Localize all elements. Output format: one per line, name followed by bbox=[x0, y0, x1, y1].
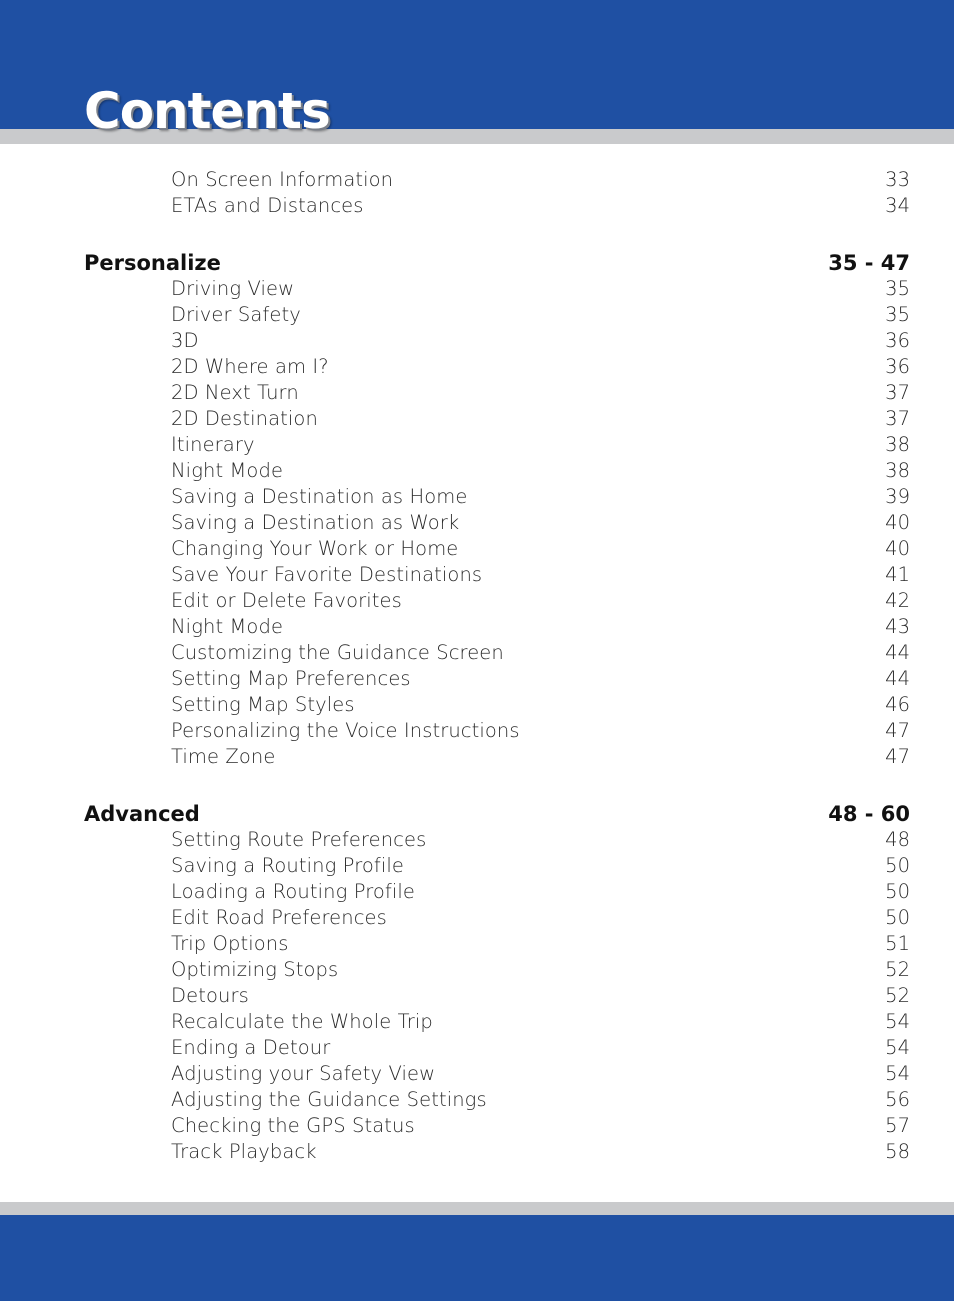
toc-entry-page: 39 bbox=[885, 485, 910, 508]
toc-entry[interactable] bbox=[0, 1035, 954, 1061]
toc-entry[interactable] bbox=[0, 1113, 954, 1139]
section-spacer bbox=[0, 219, 954, 250]
toc-entry-page: 38 bbox=[885, 433, 910, 456]
toc-entry-page: 56 bbox=[885, 1088, 910, 1111]
toc-entry-label: Changing Your Work or Home bbox=[171, 537, 459, 560]
toc-entry-label: Driving View bbox=[171, 277, 295, 300]
section-title: Advanced bbox=[84, 802, 200, 826]
toc-entry-label: Customizing the Guidance Screen bbox=[171, 641, 504, 664]
toc-entry-label: ETAs and Distances bbox=[171, 194, 364, 217]
toc-entry[interactable] bbox=[0, 354, 954, 380]
toc-entry-label: Personalizing the Voice Instructions bbox=[171, 719, 520, 742]
toc-entry[interactable] bbox=[0, 276, 954, 302]
toc-entry-page: 38 bbox=[885, 459, 910, 482]
toc-entry-page: 50 bbox=[885, 854, 910, 877]
toc-entry-page: 48 bbox=[885, 828, 910, 851]
toc-entry-label: Track Playback bbox=[171, 1140, 317, 1163]
toc-entry-label: Saving a Destination as Work bbox=[171, 511, 460, 534]
toc-entry[interactable] bbox=[0, 562, 954, 588]
toc-entry-page: 51 bbox=[885, 932, 910, 955]
toc-entry[interactable] bbox=[0, 931, 954, 957]
table-of-contents bbox=[0, 167, 954, 1165]
footer-stripe bbox=[0, 1202, 954, 1215]
toc-entry-page: 40 bbox=[885, 537, 910, 560]
toc-entry-label: Optimizing Stops bbox=[171, 958, 339, 981]
toc-entry[interactable] bbox=[0, 510, 954, 536]
toc-entry-page: 50 bbox=[885, 906, 910, 929]
toc-entry[interactable] bbox=[0, 588, 954, 614]
toc-entry[interactable] bbox=[0, 302, 954, 328]
toc-entry-page: 37 bbox=[885, 381, 910, 404]
toc-entry-page: 54 bbox=[885, 1036, 910, 1059]
toc-entry-label: Detours bbox=[171, 984, 249, 1007]
toc-entry[interactable] bbox=[0, 1087, 954, 1113]
toc-section-advanced[interactable] bbox=[0, 801, 954, 827]
toc-entry-label: Saving a Routing Profile bbox=[171, 854, 405, 877]
toc-entry[interactable] bbox=[0, 827, 954, 853]
toc-entry-label: Time Zone bbox=[171, 745, 276, 768]
toc-entry-label: Night Mode bbox=[171, 615, 284, 638]
toc-entry[interactable] bbox=[0, 744, 954, 770]
toc-entry[interactable] bbox=[0, 614, 954, 640]
toc-entry-page: 42 bbox=[885, 589, 910, 612]
toc-entry[interactable] bbox=[0, 1139, 954, 1165]
toc-entry-page: 58 bbox=[885, 1140, 910, 1163]
toc-entry[interactable] bbox=[0, 328, 954, 354]
section-page-range: 48 - 60 bbox=[828, 802, 910, 826]
toc-entry[interactable] bbox=[0, 718, 954, 744]
toc-entry-page: 37 bbox=[885, 407, 910, 430]
toc-entry-label: Edit Road Preferences bbox=[171, 906, 387, 929]
toc-entry[interactable] bbox=[0, 905, 954, 931]
toc-entry-label: Trip Options bbox=[171, 932, 289, 955]
toc-entry[interactable] bbox=[0, 983, 954, 1009]
toc-entry-page: 54 bbox=[885, 1010, 910, 1033]
toc-entry-label: On Screen Information bbox=[171, 168, 394, 191]
toc-entry[interactable] bbox=[0, 1009, 954, 1035]
section-spacer bbox=[0, 770, 954, 801]
toc-entry-label: Loading a Routing Profile bbox=[171, 880, 416, 903]
toc-entry[interactable] bbox=[0, 666, 954, 692]
toc-entry-page: 54 bbox=[885, 1062, 910, 1085]
toc-entry[interactable] bbox=[0, 692, 954, 718]
section-page-range: 35 - 47 bbox=[828, 251, 910, 275]
toc-entry[interactable] bbox=[0, 1061, 954, 1087]
toc-entry-page: 44 bbox=[885, 641, 910, 664]
toc-entry[interactable] bbox=[0, 957, 954, 983]
toc-entry[interactable] bbox=[0, 380, 954, 406]
toc-entry-page: 34 bbox=[885, 194, 910, 217]
toc-entry-label: Night Mode bbox=[171, 459, 284, 482]
toc-entry[interactable] bbox=[0, 853, 954, 879]
toc-entry-label: Ending a Detour bbox=[171, 1036, 331, 1059]
toc-entry[interactable] bbox=[0, 640, 954, 666]
toc-entry-label: Driver Safety bbox=[171, 303, 301, 326]
toc-entry-label: Itinerary bbox=[171, 433, 255, 456]
toc-entry-page: 35 bbox=[885, 303, 910, 326]
toc-entry[interactable] bbox=[0, 484, 954, 510]
toc-entry[interactable] bbox=[0, 458, 954, 484]
toc-entry-page: 33 bbox=[885, 168, 910, 191]
toc-entry-label: Setting Map Styles bbox=[171, 693, 355, 716]
toc-entry-label: Setting Route Preferences bbox=[171, 828, 427, 851]
toc-entry-label: 2D Destination bbox=[171, 407, 318, 430]
toc-entry-page: 47 bbox=[885, 745, 910, 768]
toc-entry-label: 2D Where am I? bbox=[171, 355, 329, 378]
toc-entry[interactable] bbox=[0, 536, 954, 562]
toc-entry-page: 52 bbox=[885, 984, 910, 1007]
toc-entry-label: Save Your Favorite Destinations bbox=[171, 563, 483, 586]
toc-entry-label: Saving a Destination as Home bbox=[171, 485, 468, 508]
toc-entry-label: Recalculate the Whole Trip bbox=[171, 1010, 433, 1033]
toc-entry[interactable] bbox=[0, 167, 954, 193]
toc-entry[interactable] bbox=[0, 432, 954, 458]
toc-entry-page: 43 bbox=[885, 615, 910, 638]
toc-entry-page: 36 bbox=[885, 329, 910, 352]
toc-entry-label: Adjusting your Safety View bbox=[171, 1062, 436, 1085]
toc-entry-page: 46 bbox=[885, 693, 910, 716]
toc-entry-label: 2D Next Turn bbox=[171, 381, 299, 404]
toc-entry-page: 47 bbox=[885, 719, 910, 742]
toc-entry-page: 40 bbox=[885, 511, 910, 534]
page-title: Contents bbox=[84, 82, 330, 140]
toc-entry-page: 41 bbox=[885, 563, 910, 586]
toc-entry-page: 57 bbox=[885, 1114, 910, 1137]
toc-entry-label: Checking the GPS Status bbox=[171, 1114, 415, 1137]
toc-entry-label: Adjusting the Guidance Settings bbox=[171, 1088, 487, 1111]
toc-entry-page: 35 bbox=[885, 277, 910, 300]
toc-entry-page: 52 bbox=[885, 958, 910, 981]
toc-section-personalize[interactable] bbox=[0, 250, 954, 276]
toc-entry-page: 36 bbox=[885, 355, 910, 378]
section-title: Personalize bbox=[84, 251, 221, 275]
toc-entry[interactable] bbox=[0, 879, 954, 905]
toc-entry-label: Setting Map Preferences bbox=[171, 667, 411, 690]
toc-entry-page: 50 bbox=[885, 880, 910, 903]
toc-entry[interactable] bbox=[0, 406, 954, 432]
toc-entry-label: 3D bbox=[171, 329, 199, 352]
toc-entry[interactable] bbox=[0, 193, 954, 219]
toc-entry-label: Edit or Delete Favorites bbox=[171, 589, 402, 612]
toc-entry-page: 44 bbox=[885, 667, 910, 690]
footer-band bbox=[0, 1215, 954, 1301]
